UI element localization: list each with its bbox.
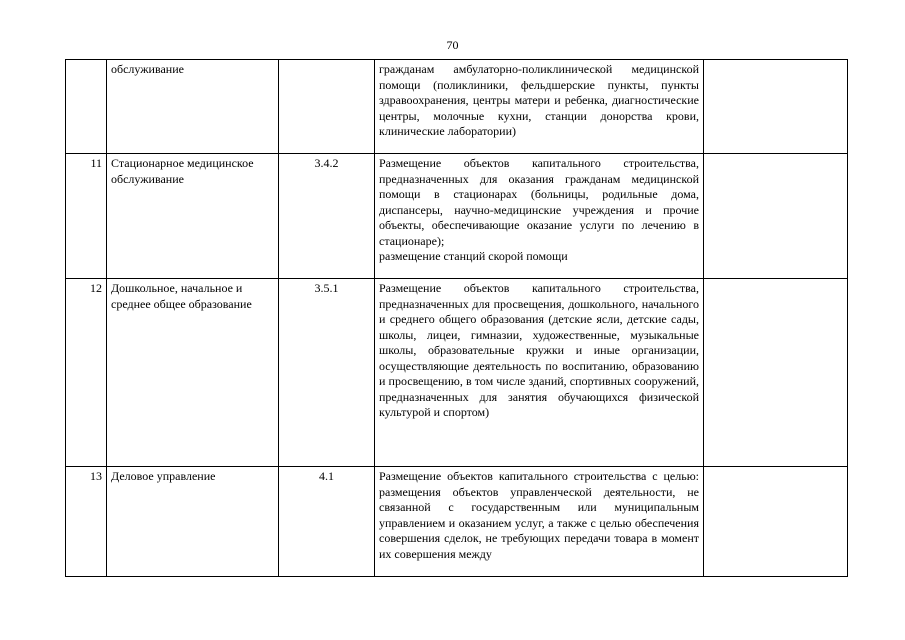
note-cell — [704, 60, 848, 154]
land-use-code: 4.1 — [279, 467, 375, 577]
land-use-code: 3.5.1 — [279, 279, 375, 467]
row-number: 12 — [66, 279, 107, 467]
land-use-code: 3.4.2 — [279, 154, 375, 279]
note-cell — [704, 154, 848, 279]
table-row — [66, 60, 848, 154]
land-use-name: Стационарное медицинское обслуживание — [107, 154, 279, 279]
row-number — [66, 60, 107, 154]
land-use-name: Дошкольное, начальное и среднее общее образование — [107, 279, 279, 467]
description-extra: размещение станций скорой помощи — [379, 249, 568, 263]
table-row — [66, 467, 848, 577]
note-cell — [704, 467, 848, 577]
land-use-name: Деловое управление — [107, 467, 279, 577]
land-use-table — [65, 59, 848, 577]
land-use-description: гражданам амбулаторно-поликлинической медицинской помощи (поликлиники, фельдшерские пункты, пункты здравоохранения, центры матери и ребенка, диагностические центры, молочные кухни, станции донорства крови, клинические лаборатории) — [375, 60, 704, 154]
row-number: 13 — [66, 467, 107, 577]
description-text: Размещение объектов капитального строительства, предназначенных для оказания гражданам медицинской помощи в стационарах (больницы, родильные дома, диспансеры, научно-медицинские учреждения и прочие объекты, обеспечивающие оказание услуги по лечению в стационаре); — [379, 156, 699, 248]
land-use-description: Размещение объектов капитального строительства с целью: размещения объектов управленческой деятельности, не связанной с государственным или муниципальным управлением и оказанием услуг, а также с целью обеспечения совершения сделок, не требующих передачи товара в момент их совершения между — [375, 467, 704, 577]
table-row — [66, 154, 848, 279]
land-use-description — [375, 154, 704, 279]
note-cell — [704, 279, 848, 467]
page-number: 70 — [446, 38, 459, 52]
land-use-description: Размещение объектов капитального строительства, предназначенных для просвещения, дошкольного, начального и среднего общего образования (детские ясли, детские сады, школы, лицеи, гимназии, художественные, музыкальные школы, образовательные кружки и иные организации, осуществляющие деятельность по воспитанию, образованию и просвещению, в том числе зданий, спортивных сооружений, предназначенных для занятия обучающихся физической культурой и спортом) — [375, 279, 704, 467]
row-number: 11 — [66, 154, 107, 279]
table-row — [66, 279, 848, 467]
land-use-code — [279, 60, 375, 154]
land-use-name: обслуживание — [107, 60, 279, 154]
